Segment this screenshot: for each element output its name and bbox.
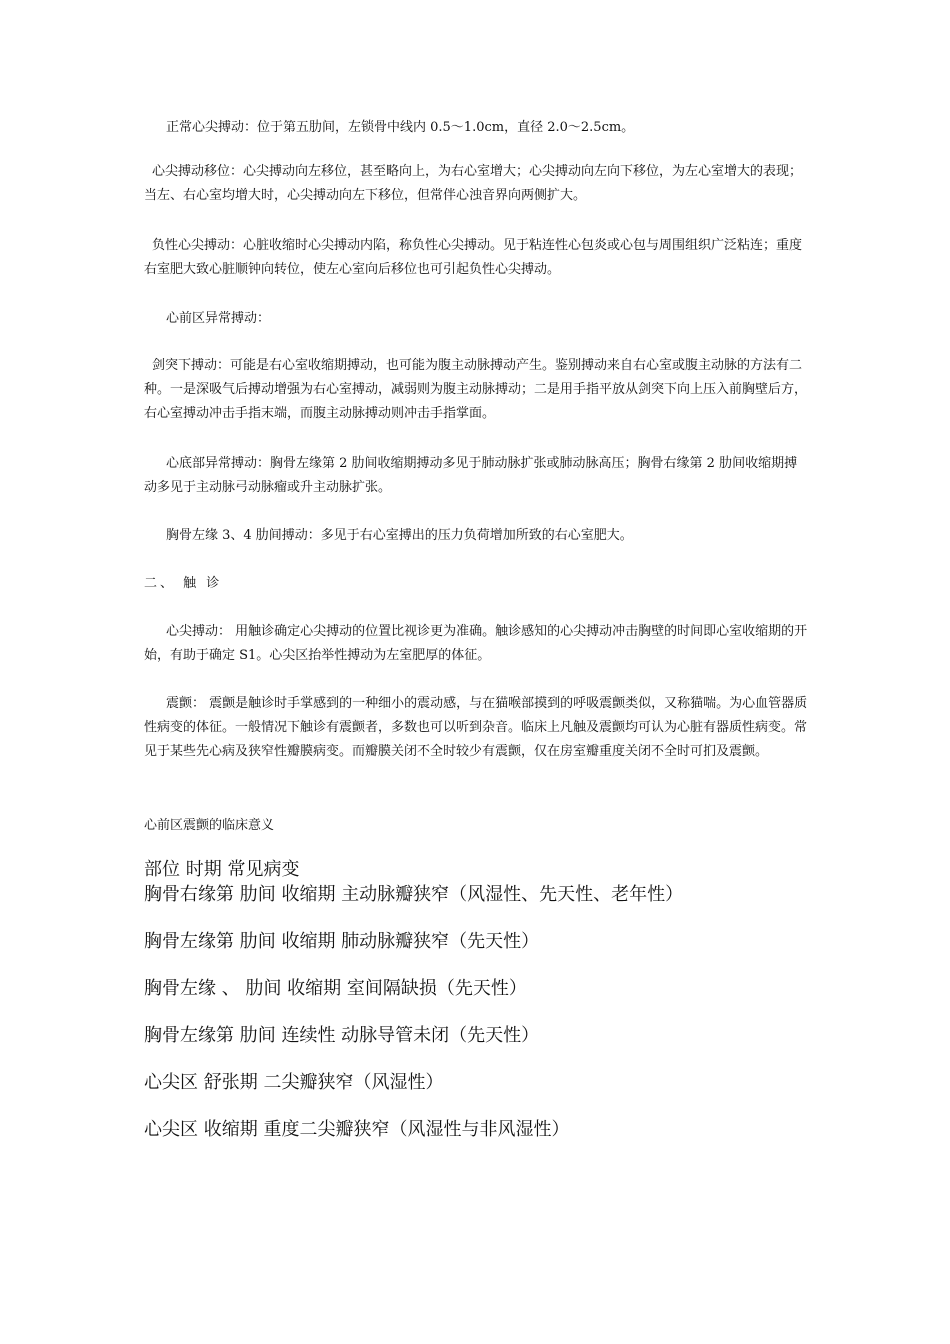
paragraph-negative-apex: 负性心尖搏动：心脏收缩时心尖搏动内陷，称负性心尖搏动。见于粘连性心包炎或心包与周围组织广泛粘连；重度右室肥大致心脏顺钟向转位，使左心室向后移位也可引起负性心尖搏动。 (144, 238, 803, 277)
table-row: 心尖区 舒张期 二尖瓣狭窄（风湿性） (144, 1072, 444, 1093)
table-caption: 心前区震颤的临床意义 (144, 818, 275, 833)
paragraph-apex-shift: 心尖搏动移位：心尖搏动向左移位，甚至略向上，为右心室增大；心尖搏动向左向下移位，为左心室增大的表现；当左、右心室均增大时，心尖搏动向左下移位，但常伴心浊音界向两侧扩大。 (144, 164, 803, 203)
paragraph-precordial-heading: 心前区异常搏动： (166, 311, 271, 326)
paragraph-thrill: 震颤： 震颤是触诊时手掌感到的一种细小的震动感，与在猫喉部摸到的呼吸震颤类似，又称猫喘。为心血管器质性病变的体征。一般情况下触诊有震颤者，多数也可以听到杂音。临床上凡触及震颤均可认为心脏有器质性病变。常见于某些先心病及狭窄性瓣膜病变。而瓣膜关闭不全时较少有震颤，仅在房室瓣重度关闭不全时可扪及震颤。 (144, 696, 808, 759)
table-row: 心尖区 收缩期 重度二尖瓣狭窄（风湿性与非风湿性） (144, 1119, 570, 1140)
paragraph-subxiphoid: 剑突下搏动：可能是右心室收缩期搏动，也可能为腹主动脉搏动产生。鉴别搏动来自右心室或腹主动脉的方法有二种。一是深吸气后搏动增强为右心室搏动，减弱则为腹主动脉搏动；二是用手指平放从剑突下向上压入前胸壁后方，右心室搏动冲击手指末端，而腹主动脉搏动则冲击手指掌面。 (144, 358, 808, 421)
table-row: 胸骨左缘第 肋间 连续性 动脉导管未闭（先天性） (144, 1025, 540, 1046)
paragraph-left-sternal: 胸骨左缘 3、4 肋间搏动：多见于右心室搏出的压力负荷增加所致的右心室肥大。 (166, 528, 633, 543)
section-title-palpation: 二、 触 诊 (144, 576, 223, 591)
paragraph-base-pulsation: 心底部异常搏动：胸骨左缘第 2 肋间收缩期搏动多见于肺动脉扩张或肺动脉高压；胸骨右缘第 2 肋间收缩期搏动多见于主动脉弓动脉瘤或升主动脉扩张。 (144, 456, 798, 495)
table-row: 胸骨右缘第 肋间 收缩期 主动脉瓣狭窄（风湿性、先天性、老年性） (144, 884, 684, 905)
table-header: 部位 时期 常见病变 (144, 859, 300, 880)
table-row: 胸骨左缘第 肋间 收缩期 肺动脉瓣狭窄（先天性） (144, 931, 540, 952)
table-row: 胸骨左缘 、 肋间 收缩期 室间隔缺损（先天性） (144, 978, 527, 999)
paragraph-apex-normal: 正常心尖搏动：位于第五肋间，左锁骨中线内 0.5～1.0cm，直径 2.0～2.5cm。 (166, 120, 635, 135)
paragraph-apex-palpation: 心尖搏动： 用触诊确定心尖搏动的位置比视诊更为准确。触诊感知的心尖搏动冲击胸壁的时间即心室收缩期的开始，有助于确定 S1。心尖区抬举性搏动为左室肥厚的体征。 (144, 624, 808, 663)
